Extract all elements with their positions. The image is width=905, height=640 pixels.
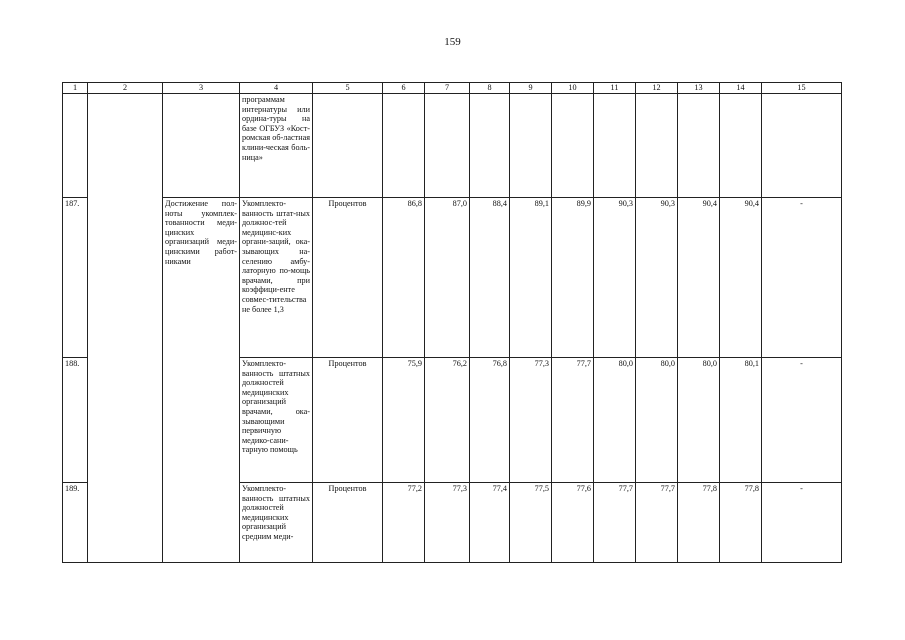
cell — [678, 94, 720, 198]
value-cell: 77,7 — [594, 483, 636, 563]
value-cell: 76,2 — [425, 358, 470, 483]
cell — [88, 94, 163, 563]
value-cell: 90,4 — [678, 198, 720, 358]
value-cell: 80,1 — [720, 358, 762, 483]
value-cell: 77,8 — [720, 483, 762, 563]
value-cell: 90,4 — [720, 198, 762, 358]
cell — [720, 94, 762, 198]
cell — [594, 94, 636, 198]
column-header: 10 — [552, 83, 594, 94]
cell — [163, 94, 240, 198]
cell — [552, 94, 594, 198]
cell — [383, 94, 425, 198]
value-cell: 90,3 — [636, 198, 678, 358]
value-cell: 80,0 — [594, 358, 636, 483]
column-header: 3 — [163, 83, 240, 94]
column-header: 14 — [720, 83, 762, 94]
value-cell: 89,1 — [510, 198, 552, 358]
value-cell: 77,7 — [636, 483, 678, 563]
column-header: 8 — [470, 83, 510, 94]
indicator-cell: Укомплекто-ванность штатных должностей медицинских организаций средним меди- — [240, 483, 313, 563]
table-header-row — [63, 83, 842, 94]
indicator-table — [62, 82, 842, 563]
indicator-cell: Укомплекто-ванность штатных должностей медицинских организаций врачами, ока-зывающими первичную медико-сани-тарную помощь — [240, 358, 313, 483]
note-cell: - — [762, 483, 842, 563]
column-header: 2 — [88, 83, 163, 94]
column-header: 13 — [678, 83, 720, 94]
indicator-cell: Укомплекто-ванность штат-ных должнос-тей медицинс-ких органи-заций, ока-зывающих на-селению амбу-латорную по-мощь врачами, при коэффици-енте совмес-тительства не более 1,3 — [240, 198, 313, 358]
value-cell: 80,0 — [636, 358, 678, 483]
note-cell: - — [762, 358, 842, 483]
value-cell: 77,3 — [510, 358, 552, 483]
table-row-continuation — [63, 94, 842, 198]
column-header: 4 — [240, 83, 313, 94]
value-cell: 87,0 — [425, 198, 470, 358]
column-header: 1 — [63, 83, 88, 94]
value-cell: 89,9 — [552, 198, 594, 358]
cell — [762, 94, 842, 198]
page-number: 159 — [444, 36, 461, 48]
value-cell: 90,3 — [594, 198, 636, 358]
column-header: 7 — [425, 83, 470, 94]
value-cell: 77,3 — [425, 483, 470, 563]
cell — [313, 94, 383, 198]
column-header: 12 — [636, 83, 678, 94]
value-cell: 80,0 — [678, 358, 720, 483]
cell — [425, 94, 470, 198]
goal-cell: Достижение пол-ноты укомплек-тованности меди-цинских организаций меди-цинскими работ-никами — [163, 198, 240, 563]
column-header: 6 — [383, 83, 425, 94]
unit-cell: Процентов — [313, 358, 383, 483]
note-cell: - — [762, 198, 842, 358]
value-cell: 77,6 — [552, 483, 594, 563]
column-header: 15 — [762, 83, 842, 94]
value-cell: 77,7 — [552, 358, 594, 483]
value-cell: 77,5 — [510, 483, 552, 563]
column-header: 5 — [313, 83, 383, 94]
value-cell: 76,8 — [470, 358, 510, 483]
value-cell: 86,8 — [383, 198, 425, 358]
column-header: 9 — [510, 83, 552, 94]
value-cell: 88,4 — [470, 198, 510, 358]
unit-cell: Процентов — [313, 198, 383, 358]
cell — [510, 94, 552, 198]
row-number: 188. — [63, 358, 88, 483]
value-cell: 77,2 — [383, 483, 425, 563]
table-row — [63, 198, 842, 358]
cell — [63, 94, 88, 198]
value-cell: 77,8 — [678, 483, 720, 563]
value-cell: 77,4 — [470, 483, 510, 563]
cell — [470, 94, 510, 198]
indicator-cell: программам интернатуры или ордина-туры на базе ОГБУЗ «Кост-ромская об-ластная клини-ческая боль-ница» — [240, 94, 313, 198]
row-number: 189. — [63, 483, 88, 563]
cell — [636, 94, 678, 198]
row-number: 187. — [63, 198, 88, 358]
value-cell: 75,9 — [383, 358, 425, 483]
unit-cell: Процентов — [313, 483, 383, 563]
column-header: 11 — [594, 83, 636, 94]
